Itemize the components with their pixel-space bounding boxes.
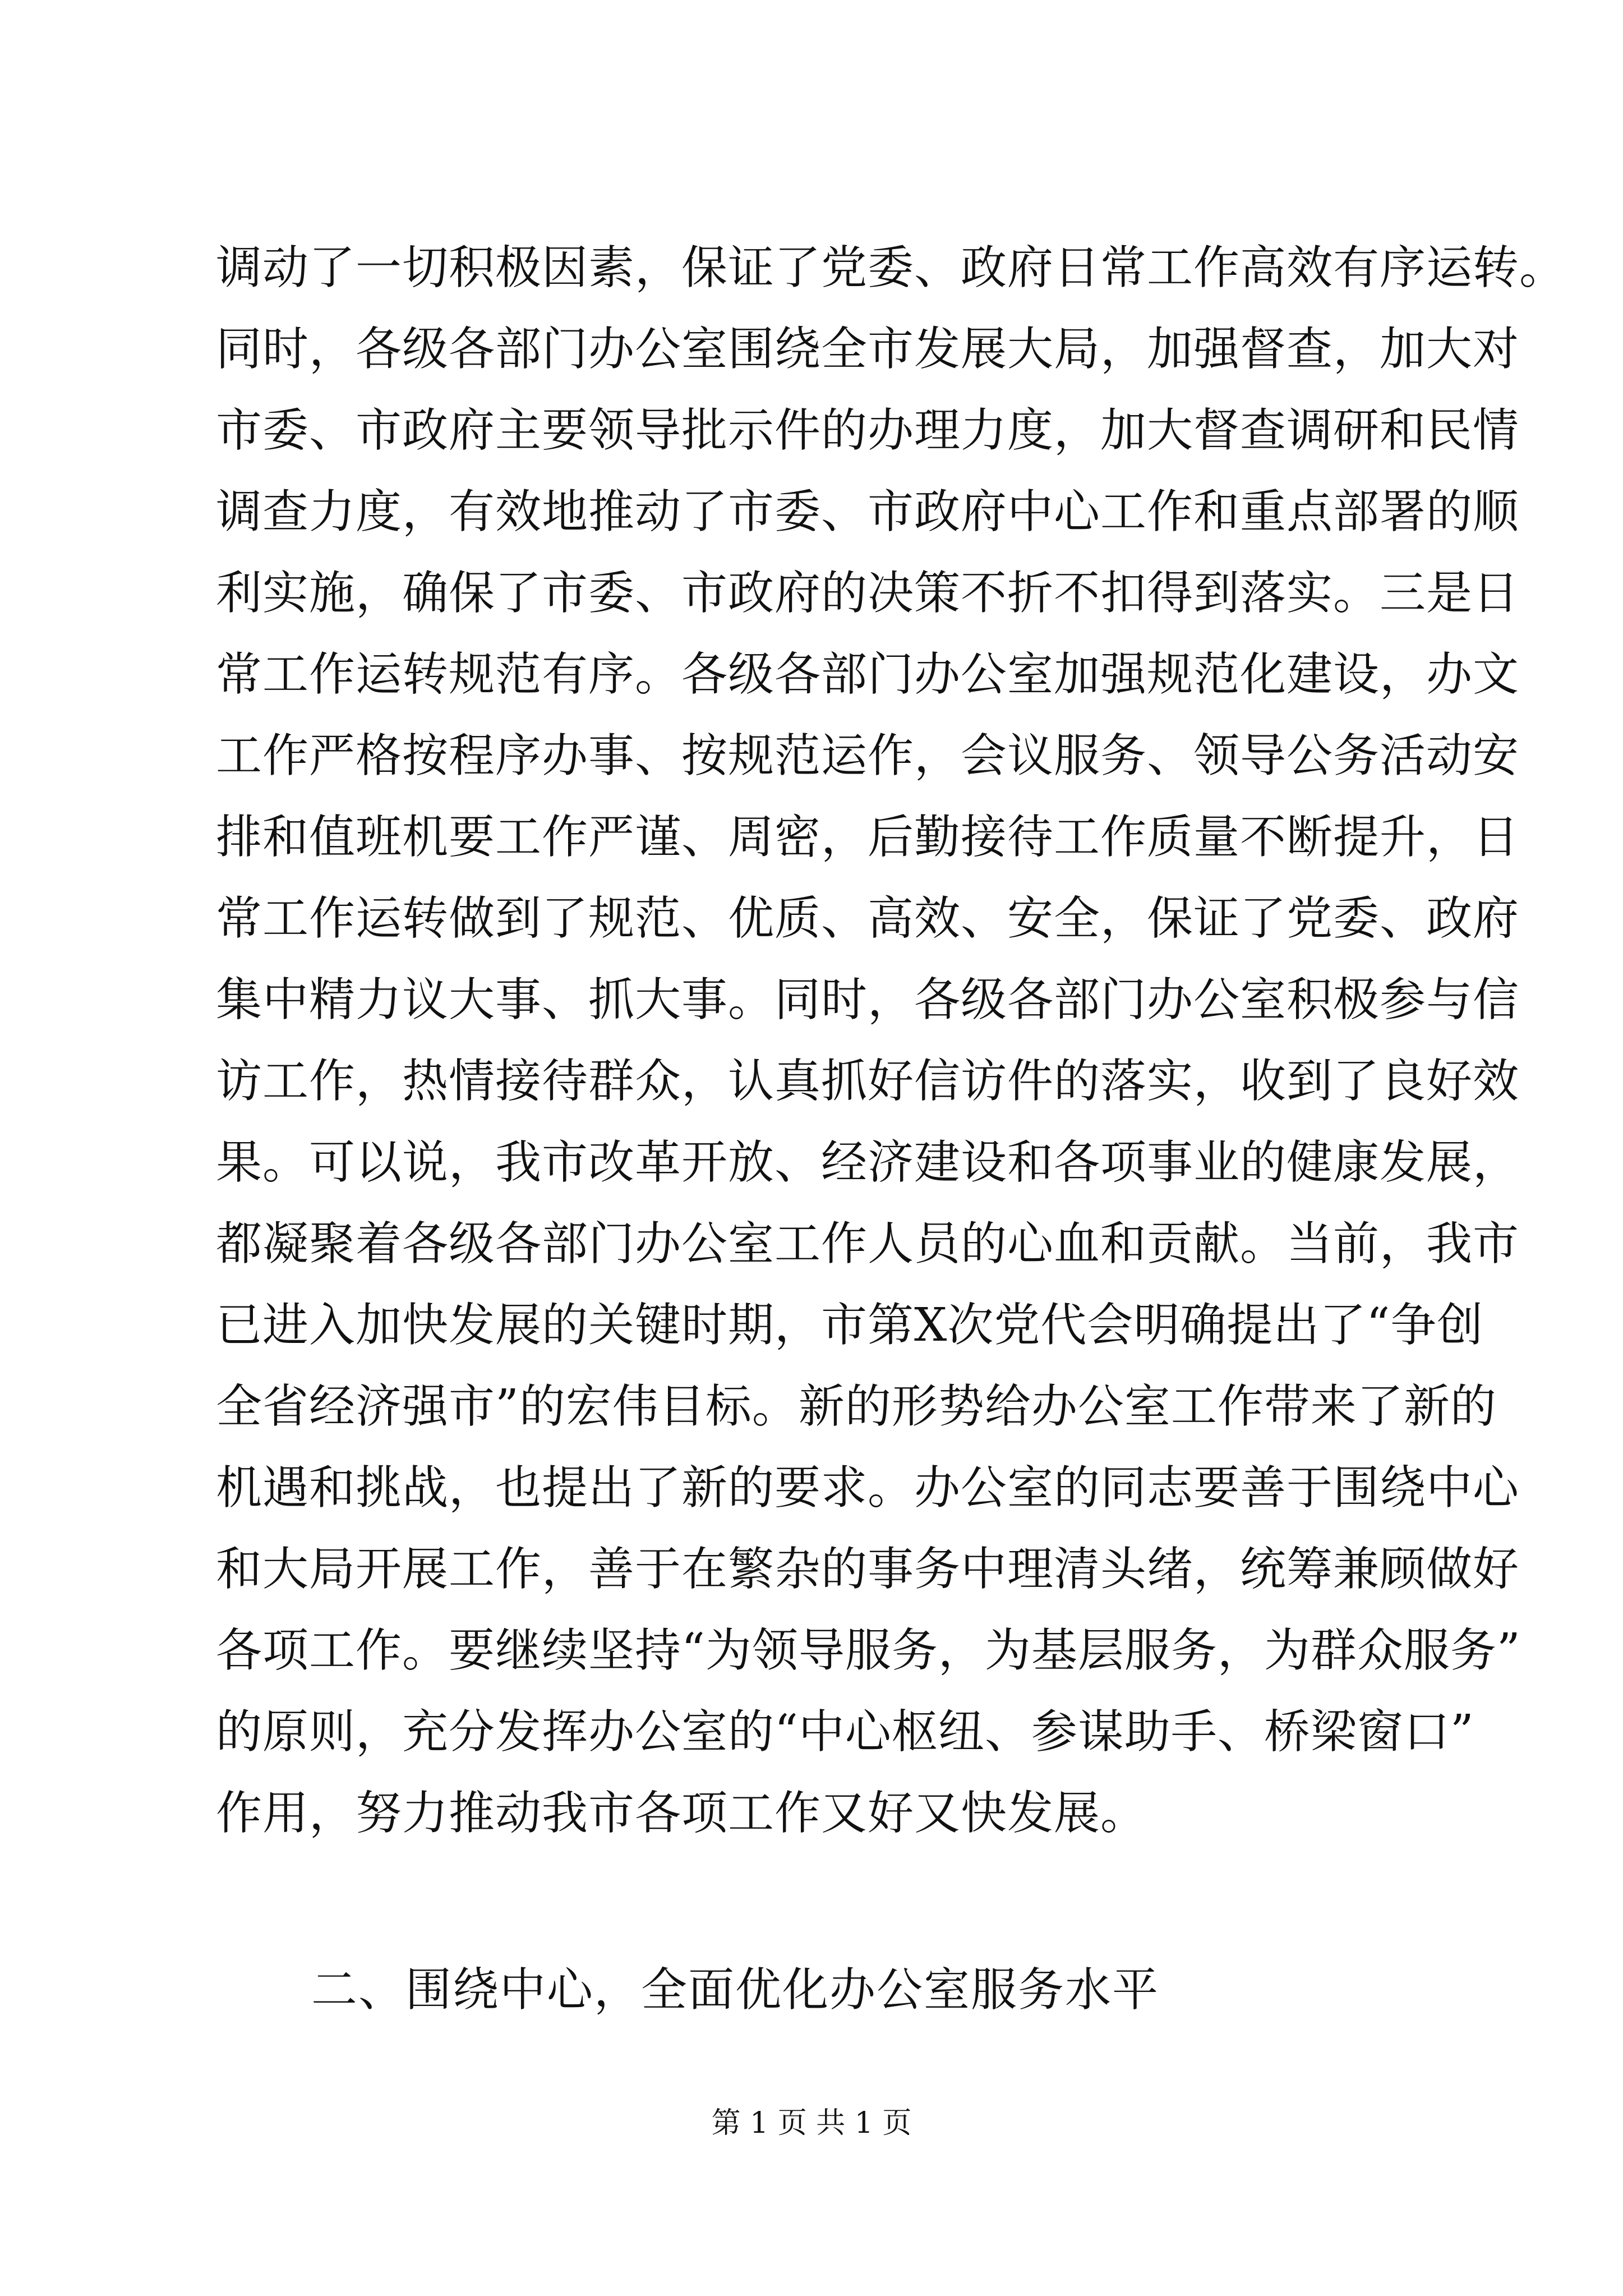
section-heading: 二、围绕中心，全面优化办公室服务水平 [311,1963,1160,2017]
text-line: 常工作运转规范有序。各级各部门办公室加强规范化建设，办文 [216,648,1520,701]
text-line: 的原则，充分发挥办公室的“中心枢纽、参谋助手、桥梁窗口” [216,1705,1474,1759]
text-line: 已进入加快发展的关键时期，市第X次党代会明确提出了“争创 [216,1299,1484,1352]
text-line: 访工作，热情接待群众，认真抓好信访件的落实，收到了良好效 [216,1055,1520,1108]
text-line: 果。可以说，我市改革开放、经济建设和各项事业的健康发展， [216,1136,1520,1189]
text-line: 市委、市政府主要领导批示件的办理力度，加大督查调研和民情 [216,404,1520,457]
text-line: 各项工作。要继续坚持“为领导服务，为基层服务，为群众服务” [216,1624,1521,1677]
text-line: 工作严格按程序办事、按规范运作，会议服务、领导公务活动安 [216,729,1520,783]
text-line: 机遇和挑战，也提出了新的要求。办公室的同志要善于围绕中心 [216,1461,1520,1515]
text-line: 都凝聚着各级各部门办公室工作人员的心血和贡献。当前，我市 [216,1217,1520,1271]
text-line: 全省经济强市”的宏伟目标。新的形势给办公室工作带来了新的 [216,1380,1497,1433]
text-line: 排和值班机要工作严谨、周密，后勤接待工作质量不断提升，日 [216,811,1520,864]
page-footer: 第 1 页 共 1 页 [711,2106,912,2140]
text-line: 调查力度，有效地推动了市委、市政府中心工作和重点部署的顺 [216,485,1520,539]
text-line: 调动了一切积极因素，保证了党委、政府日常工作高效有序运转。 [216,241,1566,295]
text-line: 作用，努力推动我市各项工作又好又快发展。 [216,1787,1147,1840]
text-line: 利实施，确保了市委、市政府的决策不折不扣得到落实。三是日 [216,567,1520,620]
text-line: 和大局开展工作，善于在繁杂的事务中理清头绪，统筹兼顾做好 [216,1543,1520,1596]
text-line: 集中精力议大事、抓大事。同时，各级各部门办公室积极参与信 [216,973,1520,1027]
text-line: 同时，各级各部门办公室围绕全市发展大局，加强督查，加大对 [216,323,1520,376]
body-paragraph [216,227,1566,1854]
text-line: 常工作运转做到了规范、优质、高效、安全，保证了党委、政府 [216,892,1520,945]
